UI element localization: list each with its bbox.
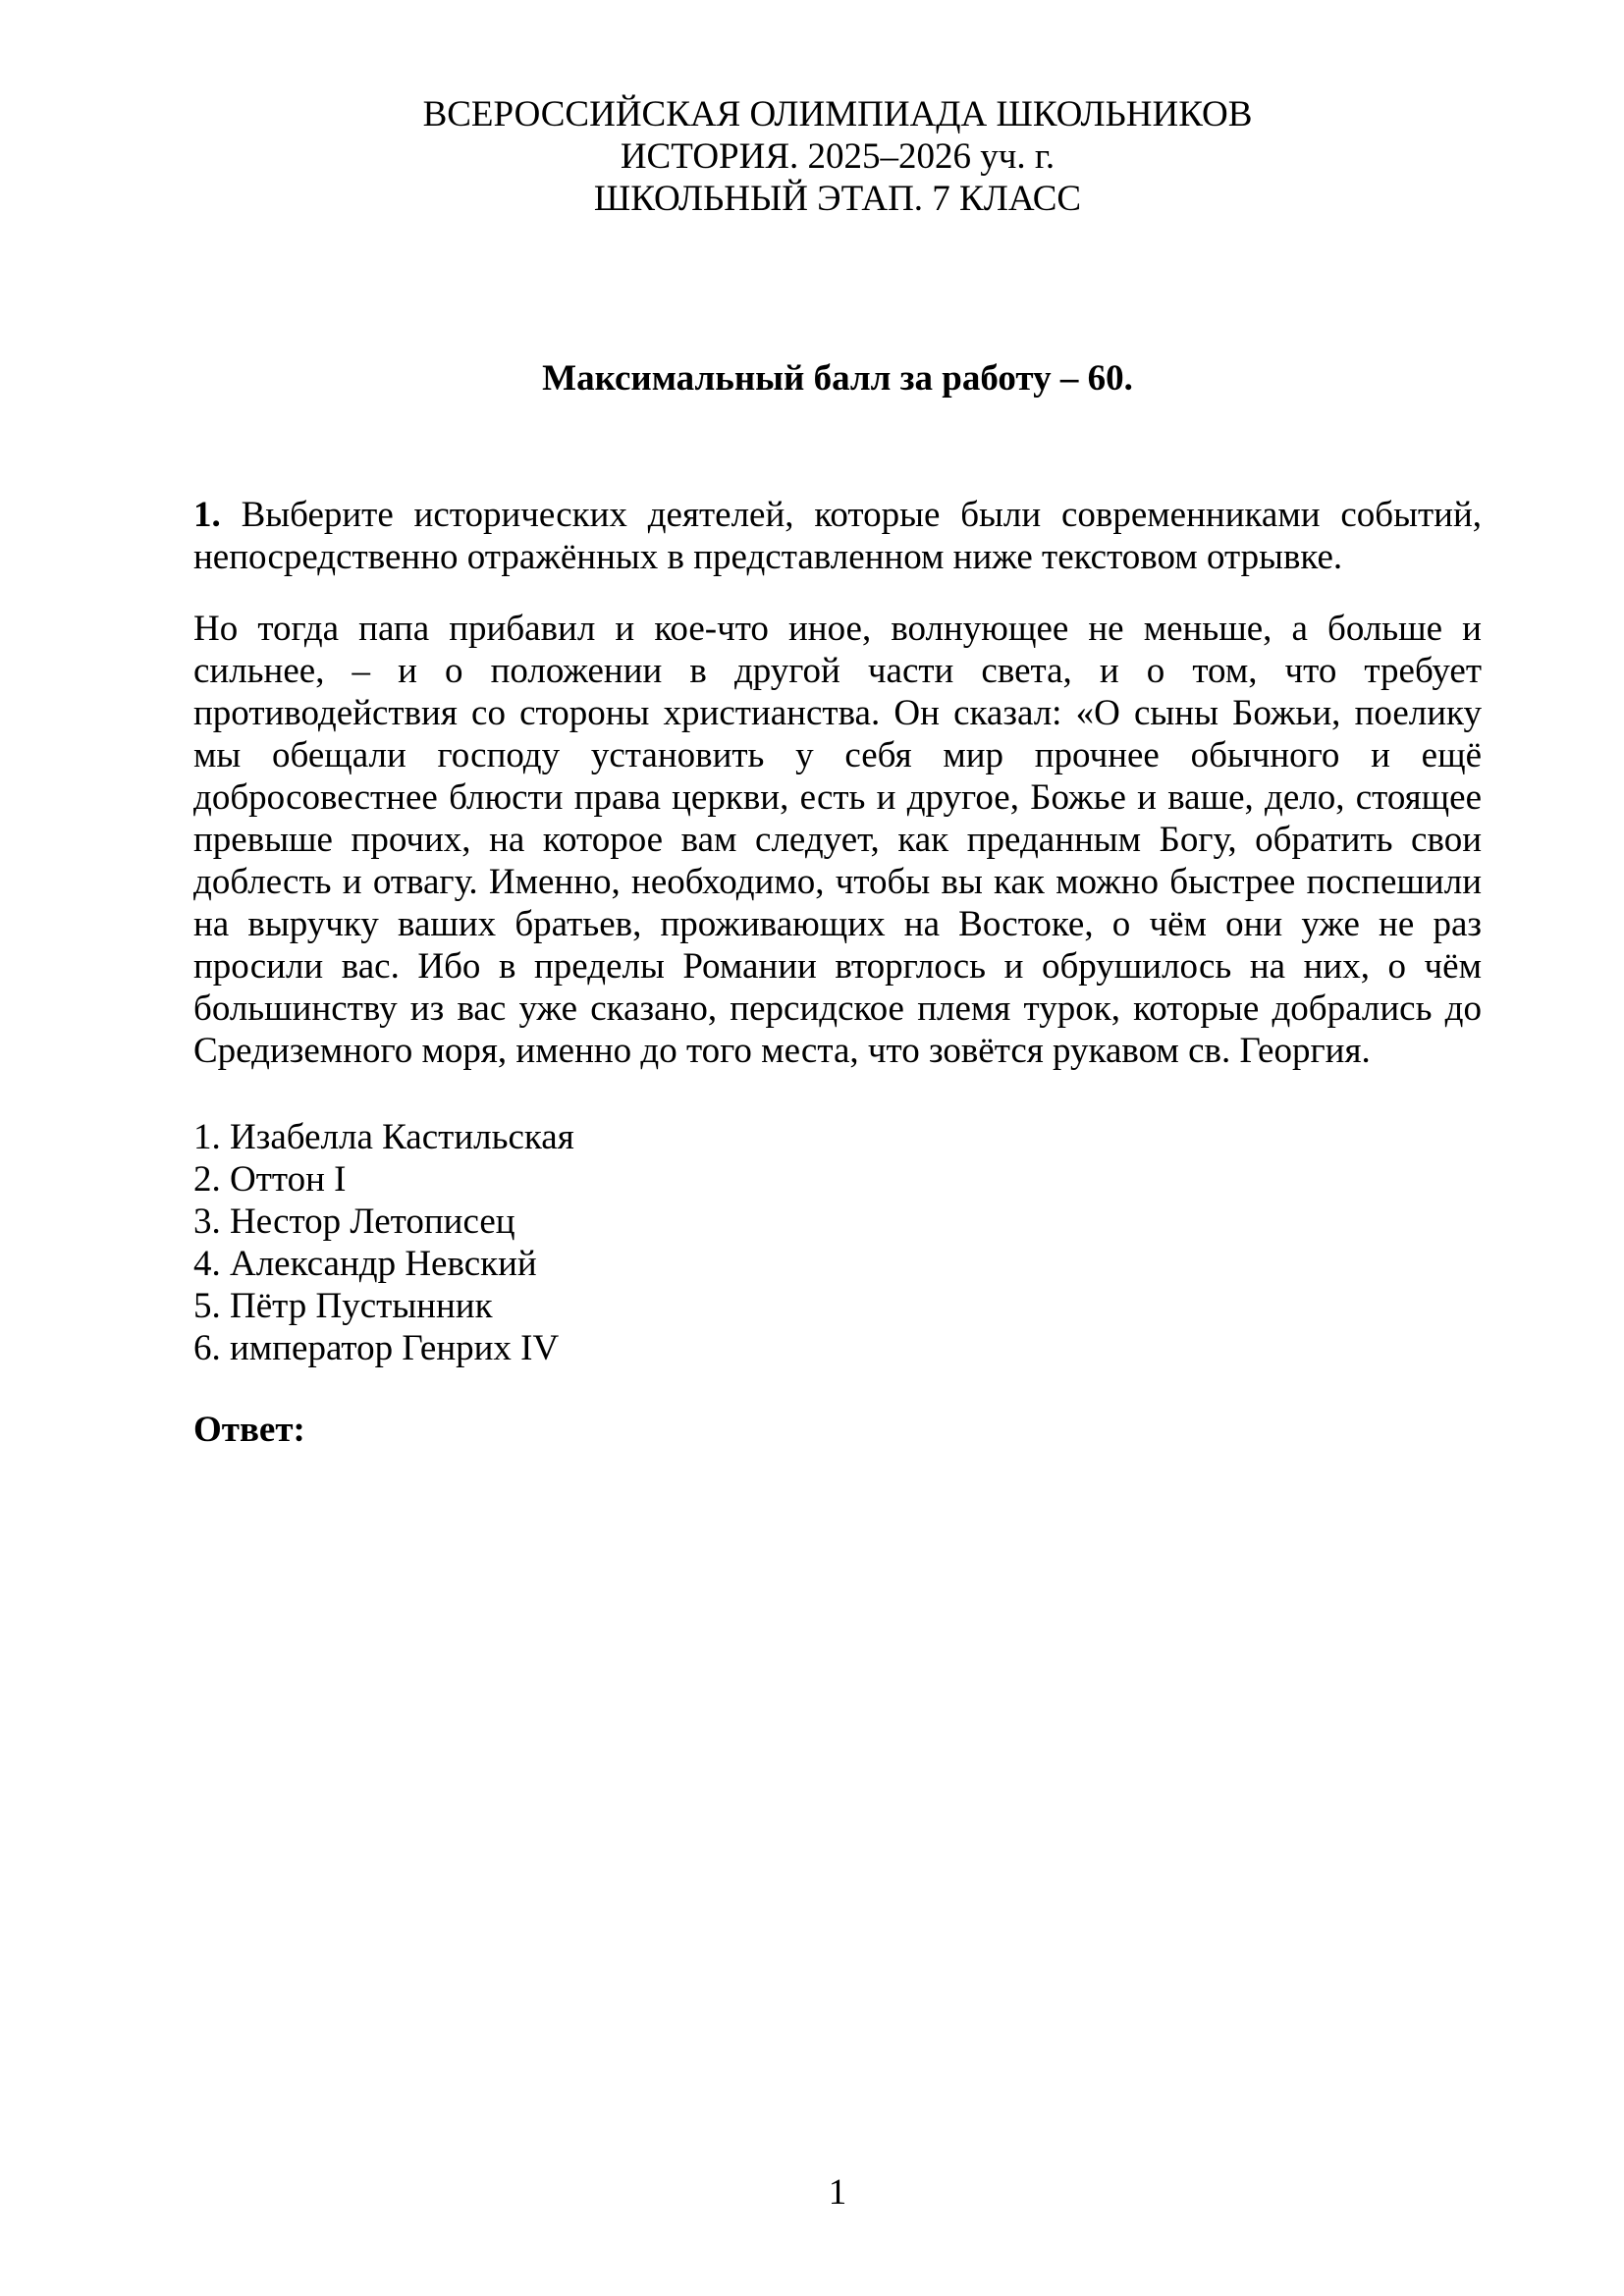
option-4: 4. Александр Невский bbox=[193, 1244, 537, 1284]
page-number: 1 bbox=[828, 2172, 847, 2213]
question-1-prompt bbox=[193, 494, 1482, 578]
header-line-subject-year: ИСТОРИЯ. 2025–2026 уч. г. bbox=[620, 136, 1056, 177]
option-1: 1. Изабелла Кастильская bbox=[193, 1117, 574, 1157]
option-3: 3. Нестор Летописец bbox=[193, 1201, 515, 1242]
question-1-number: 1. bbox=[193, 495, 221, 535]
max-score-line: Максимальный балл за работу – 60. bbox=[542, 358, 1133, 399]
question-1-source-excerpt: Но тогда папа прибавил и кое-что иное, волнующее не меньше, а больше и сильнее, – и о положении в другой части света, и о том, что требует противодействия со стороны христианства. Он сказал: «О сыны Божьи, поелику мы обещали господу установить у себя мир прочнее обычного и ещё добросовестнее блюсти права церкви, есть и другое, Божье и ваше, дело, стоящее превыше прочих, на которое вам следует, как преданным Богу, обратить свои доблесть и отвагу. Именно, необходимо, чтобы вы как можно быстрее поспешили на выручку ваших братьев, проживающих на Востоке, о чём они уже не раз просили вас. Ибо в пределы Романии вторглось и обрушилось на них, о чём большинству из вас уже сказано, персидское племя турок, которые добрались до Средиземного моря, именно до того места, что зовётся рукавом св. Георгия. bbox=[193, 609, 1482, 1071]
option-5: 5. Пётр Пустынник bbox=[193, 1286, 493, 1326]
header-line-olympiad-title: ВСЕРОССИЙСКАЯ ОЛИМПИАДА ШКОЛЬНИКОВ bbox=[422, 94, 1253, 134]
question-1-options-list bbox=[193, 1116, 1482, 1369]
option-2: 2. Оттон I bbox=[193, 1159, 347, 1200]
header-line-stage-grade: ШКОЛЬНЫЙ ЭТАП. 7 КЛАСС bbox=[593, 179, 1082, 219]
option-6: 6. император Генрих IV bbox=[193, 1328, 560, 1368]
question-1-prompt-text: Выберите исторических деятелей, которые были современниками событий, непосредственно отражённых в представленном ниже текстовом отрывке. bbox=[193, 495, 1482, 577]
answer-label: Ответ: bbox=[193, 1410, 305, 1450]
document-header bbox=[193, 93, 1482, 220]
